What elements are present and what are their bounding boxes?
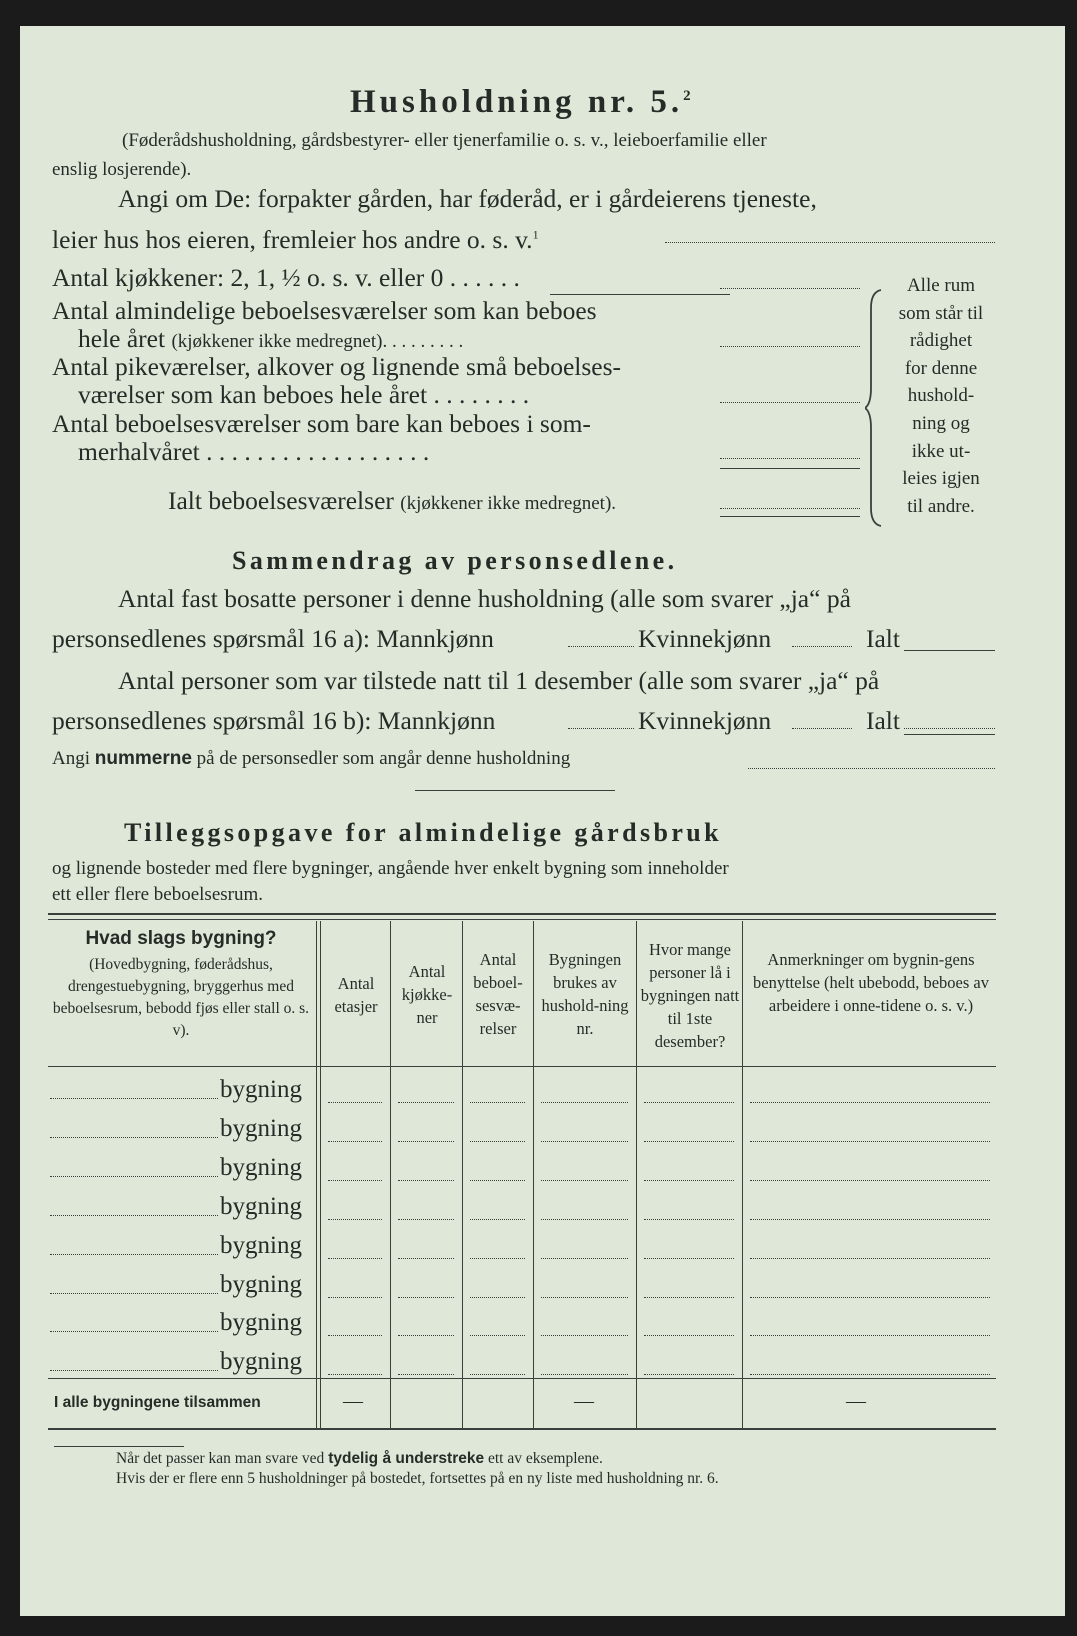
table-cell-input[interactable] [644, 1297, 734, 1298]
farm-sub-2: ett eller flere beboelsesrum. [52, 884, 264, 905]
total-rule [720, 516, 860, 517]
table-cell-input[interactable] [398, 1297, 454, 1298]
col-divider [316, 921, 317, 1428]
building-type-input[interactable] [50, 1098, 218, 1099]
table-cell-input[interactable] [750, 1335, 990, 1336]
table-cell-input[interactable] [398, 1335, 454, 1336]
intro-line-2: enslig losjerende). [52, 159, 192, 180]
p2-total-label: Ialt [866, 706, 900, 735]
page-title: Husholdning nr. 5.$^2$ [350, 84, 695, 120]
table-cell-input[interactable] [541, 1219, 628, 1220]
building-row-label: bygning [220, 1270, 302, 1298]
table-cell-input[interactable] [750, 1219, 990, 1220]
sum-rule [720, 468, 860, 469]
col-kitchens-header: Antal kjøkke-ner [401, 962, 453, 1027]
table-cell-input[interactable] [750, 1180, 990, 1181]
building-type-input[interactable] [50, 1215, 218, 1216]
col-household-header: Bygningen brukes av hushold-ning nr. [541, 950, 629, 1038]
table-cell-input[interactable] [328, 1297, 382, 1298]
table-header-rule [48, 1066, 996, 1067]
intro-line-1: (Føderådshusholdning, gårdsbestyrer- eller tjenerfamilie o. s. v., leieboerfamilie eller [122, 130, 767, 151]
table-cell-input[interactable] [398, 1219, 454, 1220]
farm-sub-1: og lignende bosteder med flere bygninger, angående hver enkelt bygning som inneholder [52, 858, 729, 879]
side-note: Alle rum som står til rådighet for denne hushold- ning og ikke ut- leies igjen til andre. [898, 275, 984, 517]
building-row-label: bygning [220, 1348, 302, 1376]
angi-answer-line[interactable] [665, 242, 995, 243]
col-remarks-header: Anmerkninger om bygnin-gens benyttelse (helt ubebodd, beboes av arbeidere i onne-tidene o. s. v.) [753, 950, 989, 1015]
p2-female-label: Kvinnekjønn [638, 706, 772, 735]
building-type-input[interactable] [50, 1176, 218, 1177]
building-row-label: bygning [220, 1153, 302, 1181]
table-cell-input[interactable] [541, 1335, 628, 1336]
building-type-input[interactable] [50, 1293, 218, 1294]
table-cell-input[interactable] [398, 1141, 454, 1142]
building-type-input[interactable] [50, 1331, 218, 1332]
building-row-label: bygning [220, 1231, 302, 1259]
table-top-rule-2 [48, 919, 996, 920]
table-cell-input[interactable] [644, 1219, 734, 1220]
col-divider [742, 921, 743, 1428]
p1-female-answer[interactable] [792, 646, 852, 647]
table-cell-input[interactable] [470, 1141, 525, 1142]
total-remarks-dash: — [846, 1390, 866, 1412]
table-top-rule [48, 913, 996, 915]
table-cell-input[interactable] [541, 1374, 628, 1375]
maid-rooms-label-2: værelser som kan beboes hele året . . . . . . . . [78, 380, 530, 409]
table-cell-input[interactable] [644, 1258, 734, 1259]
table-cell-input[interactable] [644, 1335, 734, 1336]
table-cell-input[interactable] [541, 1258, 628, 1259]
table-cell-input[interactable] [328, 1219, 382, 1220]
summer-rooms-label-2: merhalvåret . . . . . . . . . . . . . . . . . . [78, 437, 430, 466]
kitchens-label: Antal kjøkkener: 2, 1, ½ o. s. v. eller 0 . . . . . . [52, 263, 520, 292]
table-cell-input[interactable] [328, 1335, 382, 1336]
table-bottom-rule [48, 1428, 996, 1430]
total-household-dash: — [574, 1390, 594, 1412]
table-cell-input[interactable] [398, 1374, 454, 1375]
table-cell-input[interactable] [644, 1141, 734, 1142]
col-divider [390, 921, 391, 1428]
table-cell-input[interactable] [470, 1335, 525, 1336]
building-row-label: bygning [220, 1192, 302, 1220]
summary-p2-line2: personsedlenes spørsmål 16 b): Mannkjønn [52, 706, 496, 735]
table-cell-input[interactable] [328, 1180, 382, 1181]
table-total-rule [48, 1378, 996, 1379]
building-type-input[interactable] [50, 1254, 218, 1255]
table-cell-input[interactable] [328, 1374, 382, 1375]
footnote-1: Når det passer kan man svare ved tydelig å understreke ett av eksemplene. [116, 1450, 603, 1467]
footnote-rule [54, 1446, 184, 1447]
col-rooms-header: Antal beboel-sesvæ-relser [473, 950, 523, 1038]
table-cell-input[interactable] [470, 1374, 525, 1375]
col-divider [462, 921, 463, 1428]
col-divider [320, 921, 321, 1428]
col-divider [636, 921, 637, 1428]
ordinary-rooms-label-2: hele året (kjøkkener ikke medregnet). . . . . . . . . [78, 324, 464, 353]
table-cell-input[interactable] [541, 1180, 628, 1181]
p2-female-answer[interactable] [792, 728, 852, 729]
rule [550, 294, 730, 295]
total-rooms-answer[interactable] [720, 508, 860, 509]
table-cell-input[interactable] [398, 1180, 454, 1181]
p1-female-label: Kvinnekjønn [638, 624, 772, 653]
total-floors-dash: — [343, 1390, 363, 1412]
footnote-2: Hvis der er flere enn 5 husholdninger på bostedet, fortsettes på en ny liste med husholdning nr. 6. [116, 1470, 719, 1487]
total-rooms-label: Ialt beboelsesværelser (kjøkkener ikke medregnet). [168, 486, 617, 515]
ordinary-rooms-answer[interactable] [720, 346, 860, 347]
table-cell-input[interactable] [750, 1374, 990, 1375]
maid-rooms-label-1: Antal pikeværelser, alkover og lignende små beboelses- [52, 352, 622, 381]
total-row-label: I alle bygningene tilsammen [54, 1394, 261, 1411]
separator [415, 790, 615, 791]
ordinary-rooms-label-1: Antal almindelige beboelsesværelser som kan beboes [52, 296, 597, 325]
table-cell-input[interactable] [470, 1219, 525, 1220]
table-cell-input[interactable] [644, 1180, 734, 1181]
p1-total-answer[interactable] [904, 650, 995, 651]
p2-male-answer[interactable] [568, 728, 634, 729]
col-persons-header: Hvor mange personer lå i bygningen natt til 1ste desember? [640, 940, 740, 1051]
table-cell-input[interactable] [328, 1258, 382, 1259]
p1-total-label: Ialt [866, 624, 900, 653]
summary-p2-line1: Antal personer som var tilstede natt til 1 desember (alle som svarer „ja“ på [118, 666, 880, 695]
angi-line-2: leier hus hos eieren, fremleier hos andre o. s. v.$^1$ [52, 225, 539, 254]
building-row-label: bygning [220, 1114, 302, 1142]
table-cell-input[interactable] [750, 1258, 990, 1259]
table-cell-input[interactable] [398, 1102, 454, 1103]
building-type-input[interactable] [50, 1137, 218, 1138]
table-cell-input[interactable] [470, 1180, 525, 1181]
summary-p1-line2: personsedlenes spørsmål 16 a): Mannkjønn [52, 624, 494, 653]
table-cell-input[interactable] [750, 1141, 990, 1142]
table-cell-input[interactable] [644, 1102, 734, 1103]
table-cell-input[interactable] [644, 1374, 734, 1375]
p2-total-answer[interactable] [904, 728, 995, 729]
bracket-icon [865, 288, 887, 528]
table-cell-input[interactable] [470, 1102, 525, 1103]
summary-p1-line1: Antal fast bosatte personer i denne husholdning (alle som svarer „ja“ på [118, 584, 851, 613]
farm-heading: Tilleggsopgave for almindelige gårdsbruk [124, 818, 723, 847]
building-type-input[interactable] [50, 1370, 218, 1371]
census-form-page [20, 26, 1065, 1616]
summary-heading: Sammendrag av personsedlene. [232, 546, 678, 575]
p1-male-answer[interactable] [568, 646, 634, 647]
table-cell-input[interactable] [328, 1102, 382, 1103]
summer-rooms-label-1: Antal beboelsesværelser som bare kan beboes i som- [52, 409, 591, 438]
table-cell-input[interactable] [398, 1258, 454, 1259]
table-cell-input[interactable] [328, 1141, 382, 1142]
numbers-answer[interactable] [748, 768, 995, 769]
angi-line-1: Angi om De: forpakter gården, har føderåd, er i gårdeierens tjeneste, [118, 184, 817, 213]
table-cell-input[interactable] [750, 1102, 990, 1103]
numbers-label: Angi nummerne på de personsedler som angår denne husholdning [52, 748, 571, 769]
table-cell-input[interactable] [470, 1297, 525, 1298]
table-cell-input[interactable] [750, 1297, 990, 1298]
col-divider [533, 921, 534, 1428]
col-building-type-header: Hvad slags bygning? (Hovedbygning, føderådshus, drengestuebygning, bryggerhus med beboelsesrum, bebodd fjøs eller stall o. s. v). [52, 928, 310, 1039]
building-row-label: bygning [220, 1076, 302, 1103]
table-cell-input[interactable] [541, 1141, 628, 1142]
building-row-label: bygning [220, 1309, 302, 1337]
kitchens-answer[interactable] [720, 288, 860, 289]
col-floors-header: Antal etasjer [334, 974, 378, 1016]
p2-total-rule [904, 734, 995, 735]
table-cell-input[interactable] [541, 1297, 628, 1298]
summer-rooms-answer[interactable] [720, 458, 860, 459]
table-cell-input[interactable] [470, 1258, 525, 1259]
maid-rooms-answer[interactable] [720, 402, 860, 403]
table-cell-input[interactable] [541, 1102, 628, 1103]
